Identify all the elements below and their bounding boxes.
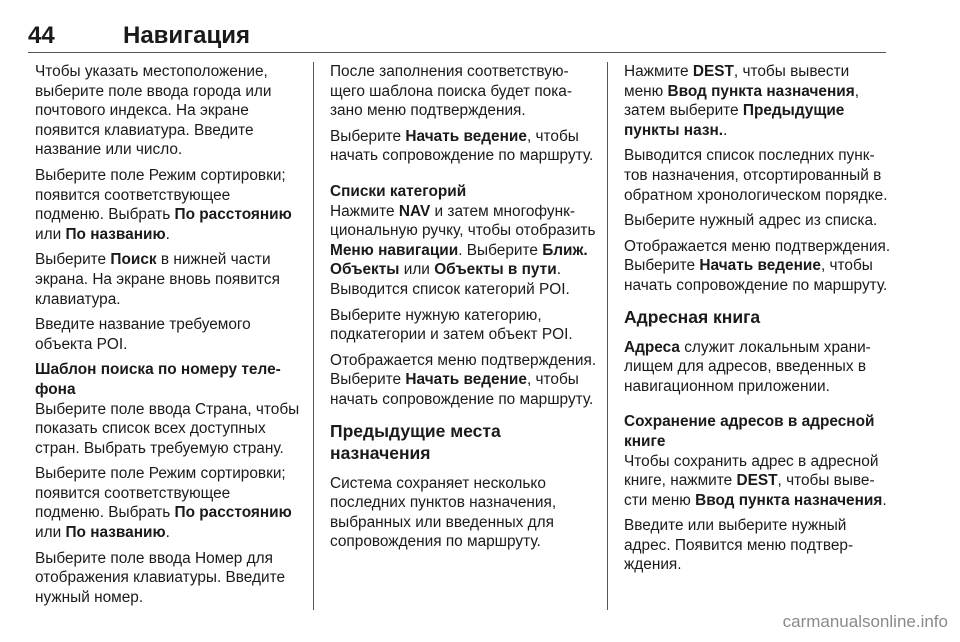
watermark: carmanualsonline.info	[782, 612, 948, 631]
paragraph: Адреса служит локальным хранилищем для адресов, введенных в навигационном приложении.	[624, 338, 871, 395]
column-2	[330, 62, 598, 558]
paragraph: Введите или выберите нужный адрес. Появится меню подтверждения.	[624, 517, 854, 574]
paragraph: Нажмите DEST, чтобы вывести меню Ввод пункта назначения, затем выберите Предыдущие пункты назн..	[624, 63, 859, 139]
paragraph: Система сохраняет несколько последних пунктов назначения, выбранных или введенных для сопровождения по маршруту.	[330, 474, 557, 551]
paragraph: Введите название требуемого объекта POI.	[35, 316, 251, 353]
column-divider	[607, 62, 608, 610]
paragraph: Выберите нужный адрес из списка.	[624, 212, 878, 230]
subsection-heading: Списки категорий	[330, 182, 467, 200]
page-title: Навигация	[123, 22, 251, 49]
paragraph: Выводится список последних пунктов назначения, отсортированный в обратном хронологическом порядке.	[624, 147, 888, 204]
paragraph: Выберите поле ввода Номер для отображения клавиатуры. Введите нужный номер.	[35, 549, 286, 606]
paragraph: Выберите Начать ведение, чтобы начать сопровождение по маршруту.	[330, 127, 594, 165]
paragraph: Чтобы сохранить адрес в адресной книге, нажмите DEST, чтобы вывести меню Ввод пункта назначения.	[624, 452, 887, 509]
paragraph: Выберите нужную категорию, подкатегории и затем объект POI.	[330, 306, 573, 344]
column-3	[624, 62, 892, 581]
paragraph: После заполнения соответствующего шаблона поиска будет показано меню подтверждения.	[330, 63, 573, 120]
paragraph: Отображается меню подтверждения. Выберите Начать ведение, чтобы начать сопровождение по маршруту.	[624, 237, 891, 294]
paragraph: Выберите поле ввода Страна, чтобы показать список всех доступных стран. Выбрать требуемую страну.	[35, 400, 300, 457]
section-heading: Адресная книга	[624, 306, 761, 327]
paragraph: Чтобы указать местоположение, выберите поле ввода города или почтового индекса. На экране появится клавиатура. Введите название или число.	[35, 63, 272, 159]
page-number: 44	[28, 22, 55, 49]
column-1	[35, 62, 300, 613]
paragraph: Отображается меню подтверждения. Выберите Начать ведение, чтобы начать сопровождение по маршруту.	[330, 351, 597, 408]
subsection-heading: Сохранение адресов в адресной книге	[624, 413, 875, 450]
paragraph: Нажмите NAV и затем многофункциональную ручку, чтобы отобразить Меню навигации. Выберите Ближ. Объекты или Объекты в пути. Выводится список категорий POI.	[330, 202, 596, 298]
paragraph: Выберите Поиск в нижней части экрана. На экране вновь появится клавиатура.	[35, 251, 280, 308]
paragraph: Выберите поле Режим сортировки; появится соответствующее подменю. Выбрать По расстоянию или По названию.	[35, 166, 292, 243]
subsection-heading: Шаблон поиска по номеру телефона	[35, 361, 281, 398]
page-header	[28, 22, 886, 53]
column-divider	[313, 62, 314, 610]
paragraph: Выберите поле Режим сортировки; появится соответствующее подменю. Выбрать По расстоянию или По названию.	[35, 465, 292, 542]
section-heading: Предыдущие места назначения	[330, 420, 501, 463]
